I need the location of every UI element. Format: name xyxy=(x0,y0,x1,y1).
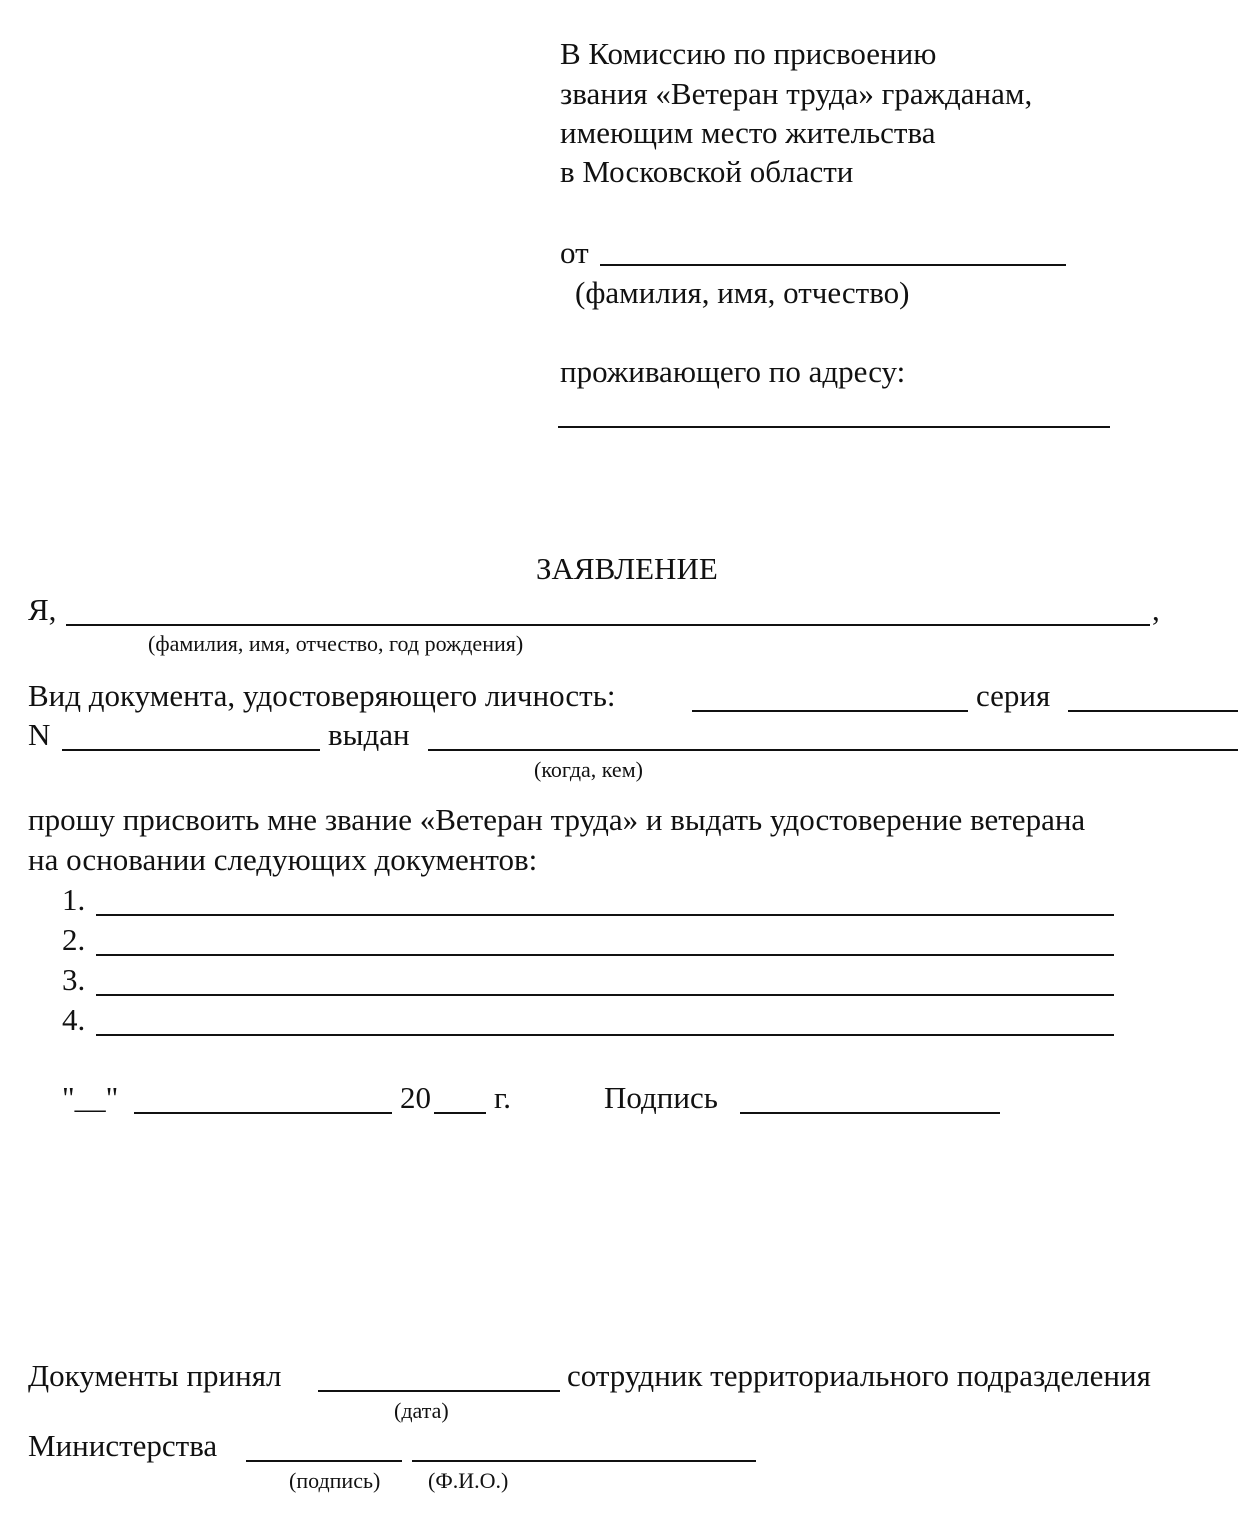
issued-field[interactable] xyxy=(428,749,1238,751)
request-line: на основании следующих документов: xyxy=(28,842,538,877)
ministry-signature-field[interactable] xyxy=(246,1460,402,1462)
document-4-field[interactable] xyxy=(96,1034,1114,1036)
signature-hint: (подпись) xyxy=(289,1468,381,1493)
from-hint: (фамилия, имя, отчество) xyxy=(575,275,910,310)
employee-text: сотрудник территориального подразделения xyxy=(567,1358,1151,1393)
number-label: N xyxy=(28,717,51,752)
list-item-number: 2. xyxy=(62,922,86,957)
series-label: серия xyxy=(976,678,1051,713)
applicant-prefix: Я, xyxy=(28,592,57,627)
issued-label: выдан xyxy=(328,717,410,752)
list-item-number: 4. xyxy=(62,1002,86,1037)
document-3-field[interactable] xyxy=(96,994,1114,996)
fio-hint: (Ф.И.О.) xyxy=(428,1468,509,1493)
year-suffix: г. xyxy=(494,1080,511,1115)
series-field[interactable] xyxy=(1068,710,1238,712)
applicant-name-field[interactable] xyxy=(66,624,1150,626)
document-2-field[interactable] xyxy=(96,954,1114,956)
year-prefix: 20 xyxy=(400,1080,431,1115)
accepted-label: Документы принял xyxy=(28,1358,282,1393)
year-field[interactable] xyxy=(434,1112,486,1114)
doc-type-field[interactable] xyxy=(692,710,968,712)
address-label: проживающего по адресу: xyxy=(560,354,906,389)
doc-type-label: Вид документа, удостоверяющего личность: xyxy=(28,678,616,713)
request-line: прошу присвоить мне звание «Ветеран труда» и выдать удостоверение ветерана xyxy=(28,802,1086,837)
applicant-suffix: , xyxy=(1152,592,1160,627)
ministry-label: Министерства xyxy=(28,1428,218,1463)
addressee-line: в Московской области xyxy=(560,154,854,189)
date-hint: (дата) xyxy=(394,1398,449,1423)
addressee-line: имеющим место жительства xyxy=(560,115,936,150)
addressee-line: звания «Ветеран труда» гражданам, xyxy=(560,76,1033,111)
date-day-field[interactable]: "__" xyxy=(62,1080,119,1115)
document-title: ЗАЯВЛЕНИЕ xyxy=(536,551,718,586)
signature-label: Подпись xyxy=(604,1080,718,1115)
list-item-number: 1. xyxy=(62,882,86,917)
address-field[interactable] xyxy=(558,426,1110,428)
document-1-field[interactable] xyxy=(96,914,1114,916)
from-label: от xyxy=(560,235,589,270)
addressee-line: В Комиссию по присвоению xyxy=(560,36,937,71)
ministry-fio-field[interactable] xyxy=(412,1460,756,1462)
list-item-number: 3. xyxy=(62,962,86,997)
accepted-date-field[interactable] xyxy=(318,1390,560,1392)
date-month-field[interactable] xyxy=(134,1112,392,1114)
issued-hint: (когда, кем) xyxy=(534,757,643,782)
applicant-hint: (фамилия, имя, отчество, год рождения) xyxy=(148,631,524,656)
signature-field[interactable] xyxy=(740,1112,1000,1114)
from-name-field[interactable] xyxy=(600,264,1066,266)
number-field[interactable] xyxy=(62,749,320,751)
